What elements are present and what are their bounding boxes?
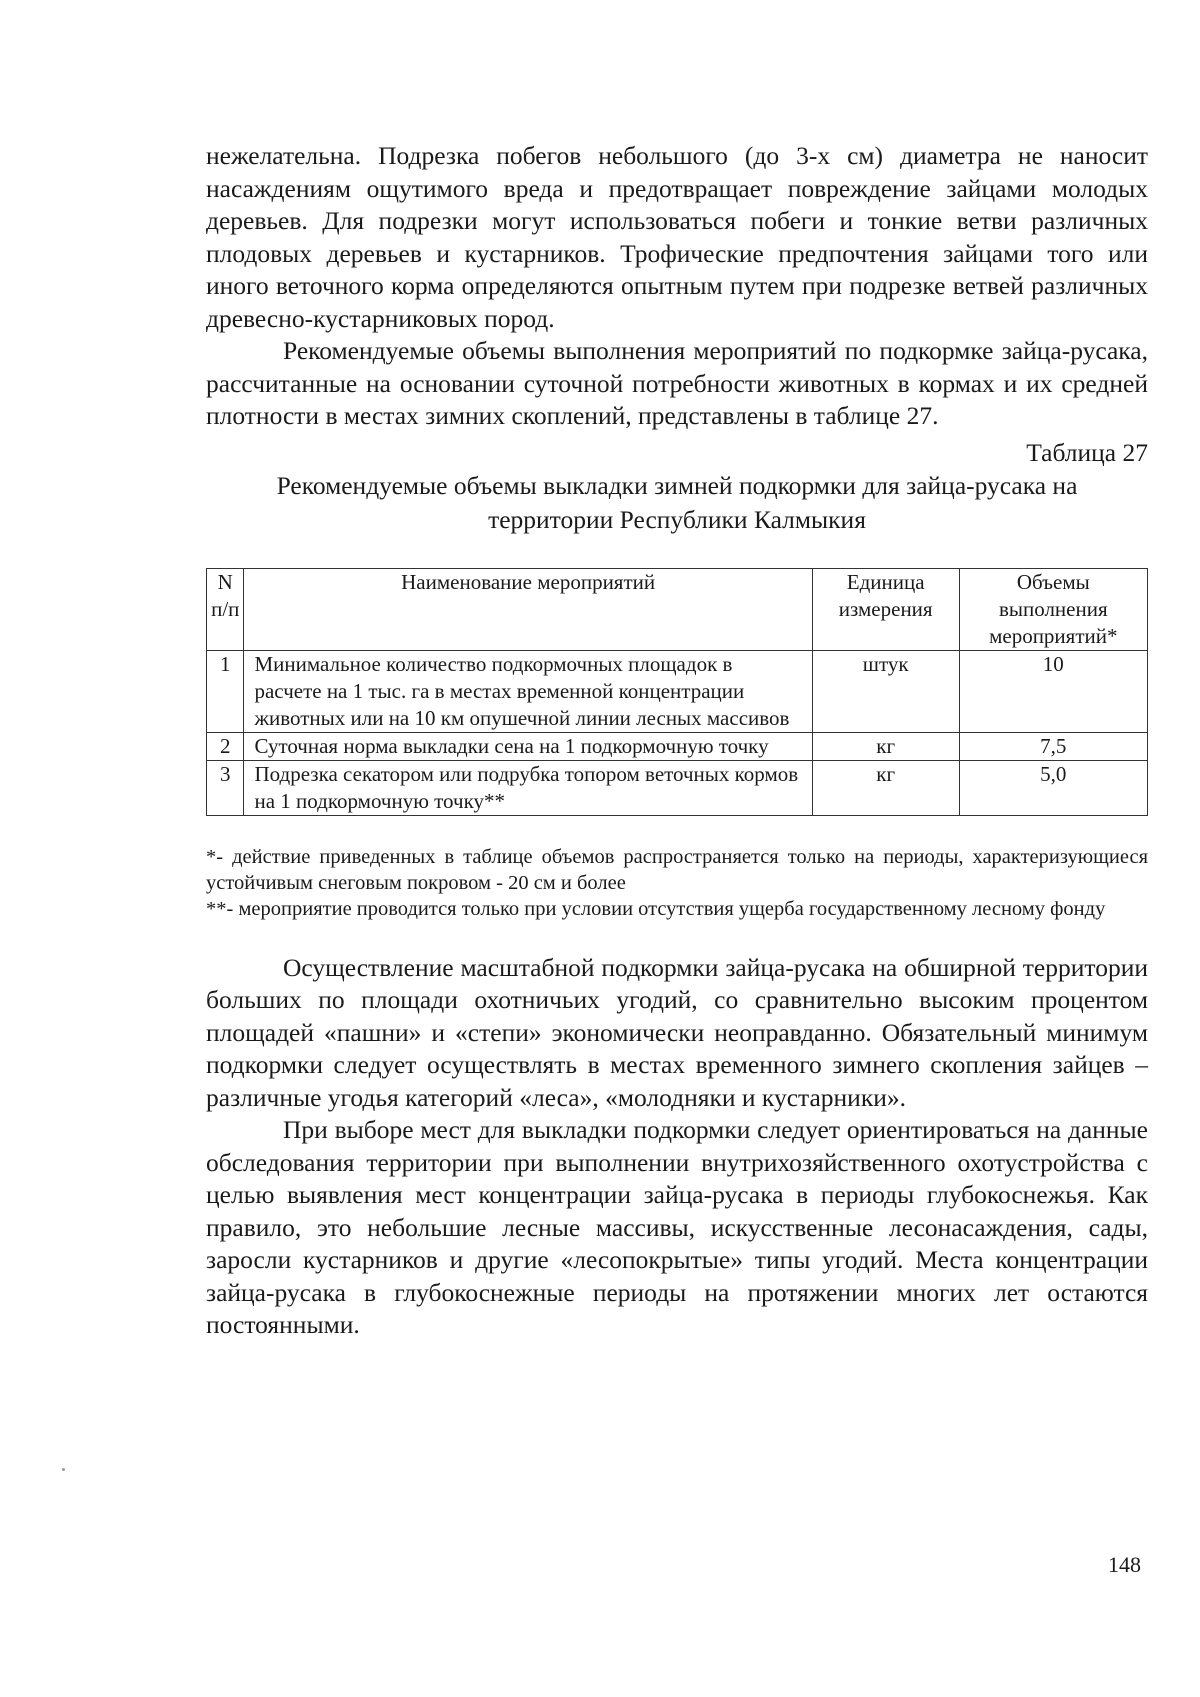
body-paragraph-2: Рекомендуемые объемы выполнения мероприятий по подкормке зайца-русака, рассчитанные на основании суточной потребности животных в кормах и их средней плотности в местах зимних скоплений, представлены в таблице 27. — [206, 336, 1148, 430]
footnote-1: *- действие приведенных в таблице объемов распространяется только на периоды, характеризующиеся устойчивым снеговым покровом - 20 см и более — [206, 845, 1148, 894]
cell-name: Суточная норма выкладки сена на 1 подкормочную точку — [244, 732, 812, 760]
table-label: Таблица 27 — [1026, 437, 1148, 467]
document-page — [206, 140, 1148, 1342]
cell-number: 1 — [207, 650, 244, 732]
table-row — [207, 650, 1148, 732]
body-paragraph-4: При выборе мест для выкладки подкормки следует ориентироваться на данные обследования территории при выполнении внутрихозяйственного охотустройства с целью выявления мест концентрации зайца-русака в периоды глубокоснежья. Как правило, это небольшие лесные массивы, искусственные лесонасаждения, сады, заросли кустарников и другие «лесопокрытые» типы угодий. Места концентрации зайца-русака в глубокоснежные периоды на протяжении многих лет остаются постоянными. — [206, 1115, 1148, 1339]
table-header-row — [207, 568, 1148, 650]
header-unit — [812, 568, 959, 650]
cell-number: 2 — [207, 732, 244, 760]
page-number: 148 — [1108, 1552, 1141, 1577]
cell-number: 3 — [207, 760, 244, 815]
cell-unit: кг — [812, 732, 959, 760]
body-paragraph-1: нежелательна. Подрезка побегов небольшого (до 3-х см) диаметра не наносит насаждениям ощутимого вреда и предотвращает повреждение зайцами молодых деревьев. Для подрезки могут использоваться побеги и тонкие ветви различных плодовых деревьев и кустарников. Трофические предпочтения зайцами того или иного веточного корма определяются опытным путем при подрезке ветвей различных древесно-кустарниковых пород. — [206, 141, 1148, 333]
header-volume-line-1: Объемы — [1016, 569, 1090, 594]
header-name-text: Наименование мероприятий — [401, 569, 656, 594]
body-paragraph-3: Осуществление масштабной подкормки зайца-русака на обширной территории больших по площади охотничьих угодий, со сравнительно высоким процентом площадей «пашни» и «степи» экономически неоправданно. Обязательный минимум подкормки следует осуществлять в местах временного зимнего скопления зайцев – различные угодья категорий «леса», «молодняки и кустарники». — [206, 952, 1148, 1112]
table-row — [207, 732, 1148, 760]
header-volume — [959, 568, 1147, 650]
measures-table — [206, 568, 1148, 816]
header-number-line-1: N — [217, 569, 233, 594]
cell-volume: 5,0 — [959, 760, 1147, 815]
cell-name: Подрезка секатором или подрубка топором веточных кормов на 1 подкормочную точку** — [244, 760, 812, 815]
cell-volume: 7,5 — [959, 732, 1147, 760]
cell-name: Минимальное количество подкормочных площадок в расчете на 1 тыс. га в местах временной концентрации животных или на 10 км опушечной линии лесных массивов — [244, 650, 812, 732]
header-unit-line-2: измерения — [838, 596, 933, 621]
header-volume-line-3: мероприятий* — [989, 623, 1118, 648]
cell-unit: штук — [812, 650, 959, 732]
footnote-2: **- мероприятие проводится только при условии отсутствия ущерба государственному лесному фонду — [206, 897, 1106, 920]
cell-volume: 10 — [959, 650, 1147, 732]
section-spacer — [206, 922, 1148, 952]
table-footnotes — [206, 844, 1148, 922]
header-unit-line-1: Единица — [846, 569, 925, 594]
table-title-line-1: Рекомендуемые объемы выкладки зимней подкормки для зайца-русака на — [276, 470, 1078, 500]
cell-unit: кг — [812, 760, 959, 815]
header-volume-line-2: выполнения — [998, 596, 1108, 621]
header-number-line-2: п/п — [211, 596, 240, 621]
table-title-line-2: территории Республики Калмыкия — [488, 504, 866, 534]
table-row — [207, 760, 1148, 815]
header-number — [207, 568, 244, 650]
header-name — [244, 568, 812, 650]
scan-speck — [62, 1468, 65, 1471]
